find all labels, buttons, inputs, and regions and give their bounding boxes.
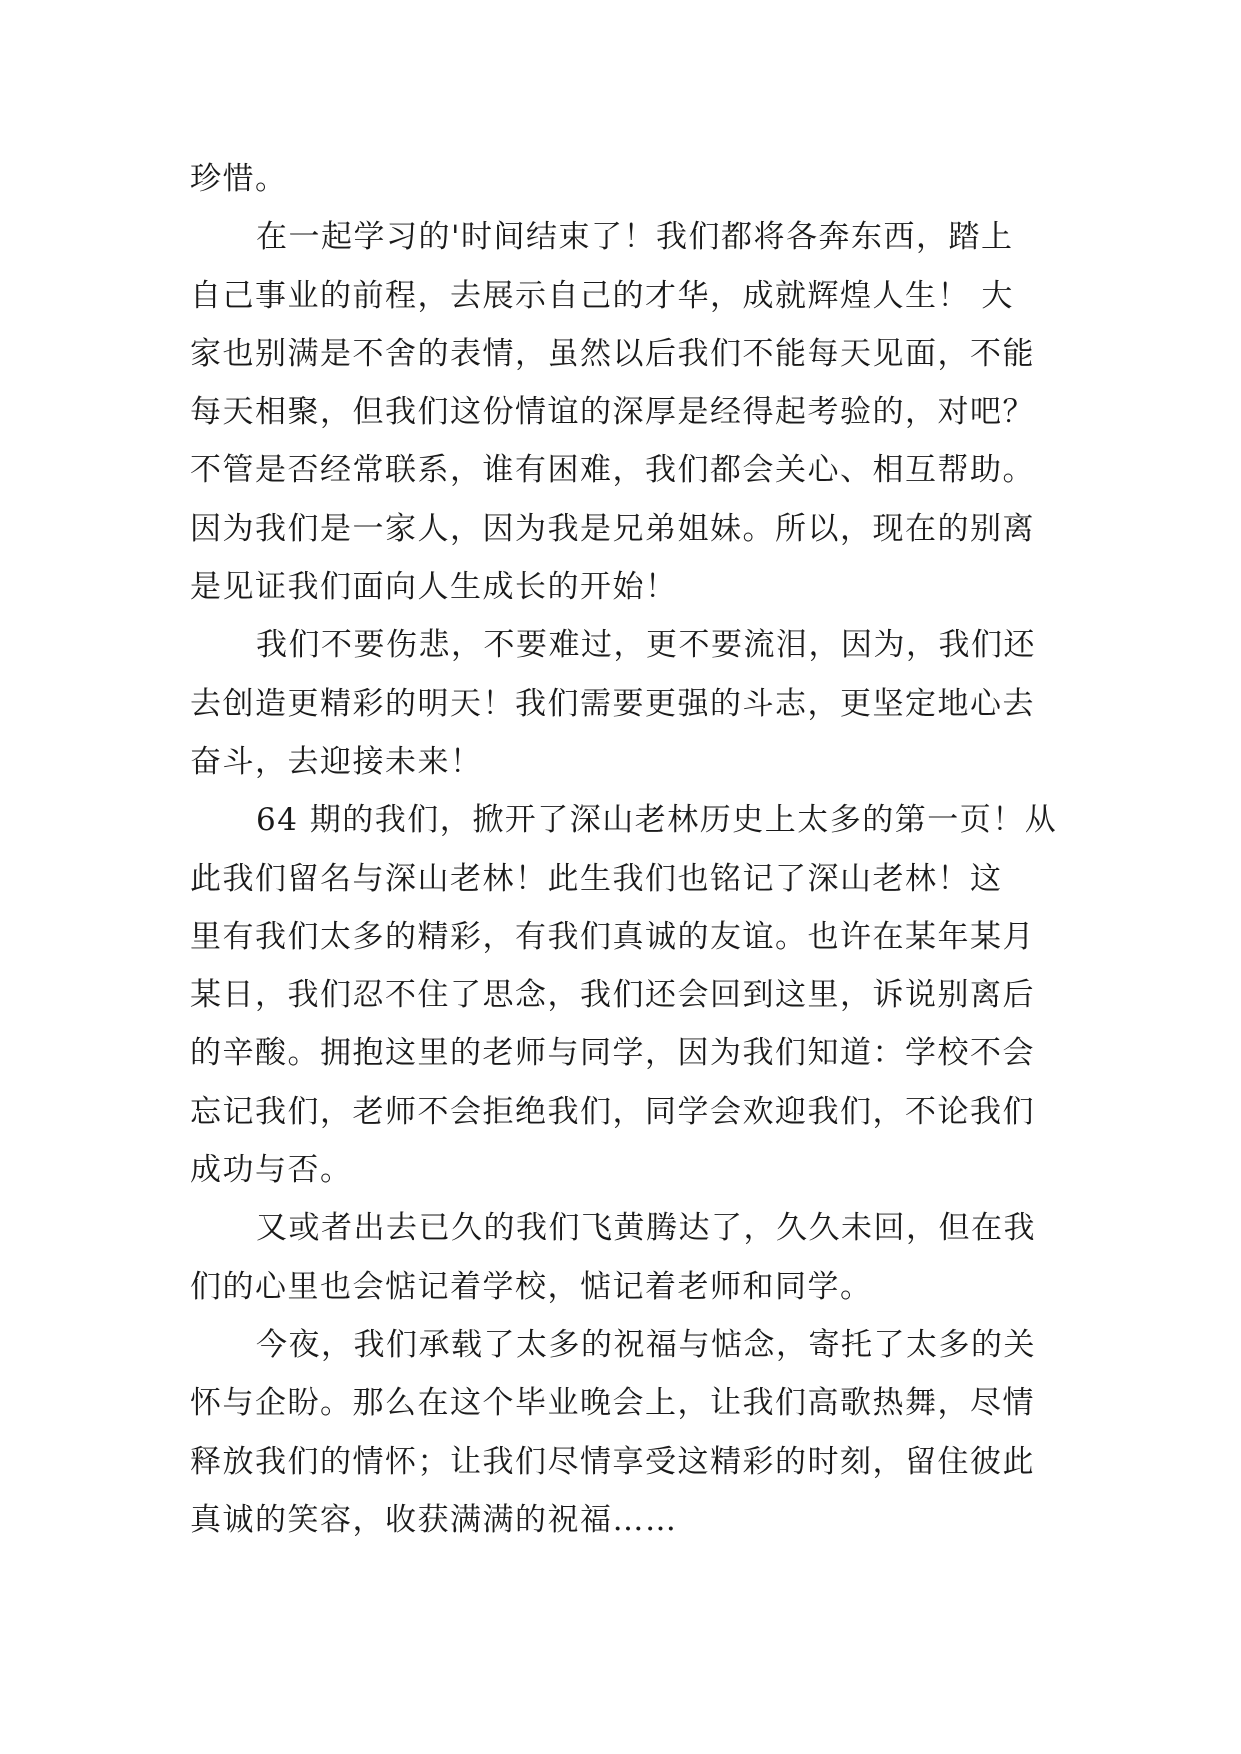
- text-line: 珍惜。: [190, 161, 288, 197]
- text-line: 自己事业的前程，去展示自己的才华，成就辉煌人生！ 大: [190, 277, 1014, 314]
- paragraph-start-line: 今夜，我们承载了太多的祝福与惦念，寄托了太多的关: [256, 1326, 1036, 1363]
- text-line: 忘记我们，老师不会拒绝我们，同学会欢迎我们，不论我们: [190, 1093, 1035, 1130]
- text-line: 们的心里也会惦记着学校，惦记着老师和同学。: [190, 1268, 873, 1305]
- text-line: 奋斗，去迎接未来！: [190, 743, 483, 780]
- document-body: [190, 150, 1058, 1549]
- text-line: 此我们留名与深山老林！此生我们也铭记了深山老林！这: [190, 860, 1003, 897]
- text-line: 怀与企盼。那么在这个毕业晚会上，让我们高歌热舞，尽情: [190, 1385, 1035, 1422]
- text-line: 因为我们是一家人，因为我是兄弟姐妹。所以，现在的别离: [190, 510, 1035, 547]
- text-line: 释放我们的情怀；让我们尽情享受这精彩的时刻，留住彼此: [190, 1443, 1035, 1480]
- text-line: 每天相聚，但我们这份情谊的深厚是经得起考验的，对吧？: [190, 394, 1035, 431]
- text-line: 成功与否。: [190, 1152, 353, 1189]
- paragraph-start-line: 我们不要伤悲，不要难过，更不要流泪，因为，我们还: [256, 627, 1036, 664]
- text-line: 里有我们太多的精彩，有我们真诚的友谊。也许在某年某月: [190, 918, 1035, 955]
- text-line: 去创造更精彩的明天！我们需要更强的斗志，更坚定地心去: [190, 685, 1035, 722]
- text-line: 的辛酸。拥抱这里的老师与同学，因为我们知道：学校不会: [190, 1035, 1035, 1072]
- paragraph-start-line: 又或者出去已久的我们飞黄腾达了，久久未回，但在我: [256, 1210, 1036, 1247]
- paragraph-start-line: 64 期的我们，掀开了深山老林历史上太多的第一页！从: [256, 802, 1058, 839]
- paragraph-start-line: 在一起学习的'时间结束了！我们都将各奔东西，踏上: [256, 219, 1014, 256]
- text-line: 家也别满是不舍的表情，虽然以后我们不能每天见面，不能: [190, 335, 1035, 372]
- text-line: 不管是否经常联系，谁有困难，我们都会关心、相互帮助。: [190, 452, 1035, 489]
- text-line: 真诚的笑容，收获满满的祝福……: [190, 1501, 678, 1538]
- text-line: 是见证我们面向人生成长的开始！: [190, 569, 678, 606]
- text-line: 某日，我们忍不住了思念，我们还会回到这里，诉说别离后: [190, 977, 1035, 1014]
